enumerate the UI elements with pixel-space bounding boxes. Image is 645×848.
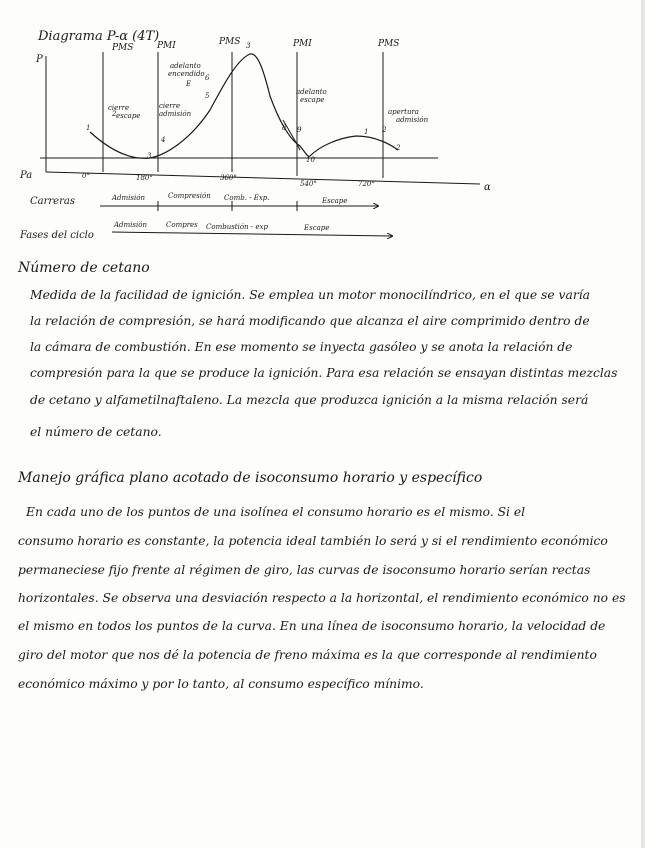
svg-text:adelanto: adelanto bbox=[296, 88, 327, 96]
svg-text:cierre: cierre bbox=[159, 102, 181, 110]
section1-line-4: compresión para la que se produce la ignición. Para esa relación se ensayan distintas mezclas bbox=[30, 366, 618, 380]
svg-text:escape: escape bbox=[116, 112, 141, 120]
axis-p-label: P bbox=[36, 54, 43, 65]
axis-alpha-label: α bbox=[484, 182, 491, 193]
fase-combustion: Combustión - exp bbox=[206, 223, 268, 231]
point-3: 3 bbox=[147, 152, 152, 160]
section2-line-2: consumo horario es constante, la potencia ideal también lo será y si el rendimiento económico bbox=[18, 534, 608, 548]
angle-0: 0° bbox=[82, 172, 90, 180]
fases-label: Fases del ciclo bbox=[20, 230, 94, 241]
svg-text:encendido: encendido bbox=[168, 70, 205, 78]
dc-label-3: PMS bbox=[219, 37, 241, 47]
dc-label-1: PMS bbox=[112, 43, 134, 53]
cycle-curve bbox=[90, 54, 398, 158]
svg-text:adelanto: adelanto bbox=[170, 62, 201, 70]
dc-label-5: PMS bbox=[378, 39, 400, 49]
section2-line-6: giro del motor que nos dé la potencia de freno máxima es la que corresponde al rendimiento bbox=[18, 648, 597, 662]
section1-line-2: la relación de compresión, se hará modificando que alcanza el aire comprimido dentro de bbox=[30, 314, 590, 328]
point-2: 2 bbox=[112, 110, 117, 118]
annotation-cierre-admision bbox=[159, 102, 192, 118]
svg-text:cierre: cierre bbox=[108, 104, 130, 112]
section2-line-7: económico máximo y por lo tanto, al consumo específico mínimo. bbox=[18, 677, 424, 691]
point-7: 3 bbox=[246, 42, 251, 50]
annotation-apertura-admision bbox=[388, 108, 429, 124]
svg-text:E: E bbox=[186, 80, 192, 88]
section2-line-3: permaneciese fijo frente al régimen de giro, las curvas de isoconsumo horario serían rectas bbox=[18, 563, 591, 577]
section1-line-5: de cetano y alfametilnaftaleno. La mezcla que produzca ignición a la misma relación será bbox=[30, 393, 589, 407]
dc-label-2: PMI bbox=[157, 41, 176, 51]
section1-heading: Número de cetano bbox=[18, 260, 150, 276]
dc-label-4: PMI bbox=[293, 39, 312, 49]
angle-360: 360° bbox=[220, 174, 237, 182]
annotation-adelanto-encendido bbox=[168, 62, 205, 88]
section1-line-3: la cámara de combustión. En ese momento se inyecta gasóleo y se anota la relación de bbox=[30, 340, 573, 354]
diagram-title: Diagrama P-α (4T) bbox=[38, 29, 160, 44]
point-8: 8 bbox=[282, 124, 287, 132]
axis-pa-label: Pa bbox=[20, 170, 33, 181]
carrera-escape: Escape bbox=[322, 197, 348, 205]
section2-line-1: En cada uno de los puntos de una isolínea el consumo horario es el mismo. Si el bbox=[26, 505, 526, 519]
fases-arrow bbox=[112, 232, 392, 236]
carrera-compresion: Compresión bbox=[168, 192, 211, 200]
fase-escape: Escape bbox=[304, 224, 330, 232]
point-9: 9 bbox=[297, 126, 302, 134]
p-alpha-diagram bbox=[0, 0, 645, 250]
carrera-admision: Admisión bbox=[112, 194, 145, 202]
fase-compres: Compres bbox=[166, 221, 198, 229]
svg-text:admisión: admisión bbox=[159, 110, 192, 118]
point-10: 10 bbox=[306, 156, 315, 164]
alpha-axis bbox=[46, 172, 480, 184]
point-1: 1 bbox=[86, 124, 91, 132]
annotation-adelanto-escape bbox=[296, 88, 327, 104]
angle-720: 720° bbox=[358, 180, 375, 188]
point-4: 4 bbox=[161, 136, 166, 144]
section1-line-1: Medida de la facilidad de ignición. Se emplea un motor monocilíndrico, en el que se varía bbox=[30, 288, 590, 302]
svg-text:apertura: apertura bbox=[388, 108, 419, 116]
svg-text:escape: escape bbox=[300, 96, 325, 104]
point-1b: 1 bbox=[364, 128, 369, 136]
angle-180: 180° bbox=[136, 174, 153, 182]
section2-heading: Manejo gráfica plano acotado de isoconsumo horario y específico bbox=[18, 470, 483, 486]
carrera-comb-exp: Comb. - Exp. bbox=[224, 194, 270, 202]
angle-540: 540° bbox=[300, 180, 317, 188]
point-2b: 2 bbox=[382, 126, 387, 134]
section2-line-4: horizontales. Se observa una desviación respecto a la horizontal, el rendimiento económico no es bbox=[18, 591, 626, 605]
point-5: 5 bbox=[205, 92, 210, 100]
carreras-label: Carreras bbox=[30, 196, 75, 207]
point-6: 6 bbox=[205, 74, 210, 82]
section2-line-5: el mismo en todos los puntos de la curva. En una línea de isoconsumo horario, la velocidad de bbox=[18, 619, 606, 633]
fase-admision: Admisión bbox=[114, 221, 147, 229]
svg-text:admisión: admisión bbox=[396, 116, 429, 124]
section1-line-6: el número de cetano. bbox=[30, 425, 162, 439]
point-2c: 2 bbox=[396, 144, 401, 152]
